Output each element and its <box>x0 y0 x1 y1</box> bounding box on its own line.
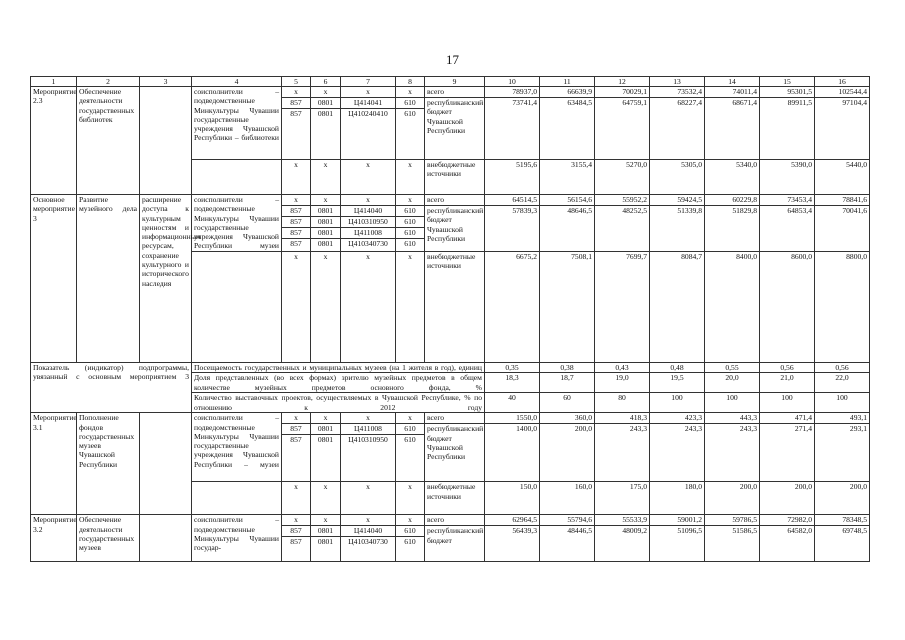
kbk-type: x <box>396 413 425 424</box>
kbk-grbs: 857 <box>282 109 311 160</box>
kbk-target: x <box>341 482 396 515</box>
measure-title: Пополнение фондов государственных музеев Чувашской Республики <box>77 413 140 515</box>
funding-source: республиканский бюджет Чувашской Республики <box>425 424 485 482</box>
amount-cell: 78841,6 <box>815 195 870 206</box>
amount-cell: 70041,6 <box>815 206 870 252</box>
table-row <box>31 413 870 424</box>
page-number: 17 <box>446 52 459 67</box>
column-header: 13 <box>650 77 705 87</box>
kbk-target: Ц410340730 <box>341 239 396 252</box>
indicator-value: 19,0 <box>595 373 650 393</box>
kbk-section: x <box>311 413 341 424</box>
kbk-target: x <box>341 413 396 424</box>
amount-cell: 56154,6 <box>540 195 595 206</box>
measure-title: Развитие музейного дела <box>77 195 140 363</box>
kbk-section: x <box>311 515 341 526</box>
funding-source: республиканский бюджет <box>425 526 485 562</box>
kbk-grbs: 857 <box>282 526 311 537</box>
amount-cell: 73741,4 <box>485 98 540 160</box>
indicator-value: 22,0 <box>815 373 870 393</box>
funding-source: всего <box>425 195 485 206</box>
kbk-target: x <box>341 160 396 195</box>
kbk-section: x <box>311 160 341 195</box>
kbk-grbs: x <box>282 252 311 363</box>
kbk-type: 610 <box>396 435 425 482</box>
kbk-section: 0801 <box>311 109 341 160</box>
amount-cell: 102544,4 <box>815 87 870 98</box>
kbk-target: x <box>341 87 396 98</box>
amount-cell: 5305,0 <box>650 160 705 195</box>
kbk-section: x <box>311 252 341 363</box>
amount-cell: 243,3 <box>595 424 650 482</box>
kbk-type: x <box>396 195 425 206</box>
amount-cell: 175,0 <box>595 482 650 515</box>
measure-name: Основное мероприятие 3 <box>31 195 77 363</box>
amount-cell: 55952,2 <box>595 195 650 206</box>
kbk-section: 0801 <box>311 228 341 239</box>
kbk-grbs: x <box>282 515 311 526</box>
amount-cell: 51096,5 <box>650 526 705 562</box>
amount-cell: 443,3 <box>705 413 760 424</box>
kbk-grbs: 857 <box>282 424 311 435</box>
funding-source: всего <box>425 515 485 526</box>
kbk-grbs: 857 <box>282 239 311 252</box>
amount-cell: 8600,0 <box>760 252 815 363</box>
amount-cell: 73453,4 <box>760 195 815 206</box>
column-header: 12 <box>595 77 650 87</box>
indicator-value: 100 <box>760 393 815 413</box>
amount-cell: 64853,4 <box>760 206 815 252</box>
executors-cell-tail <box>192 482 282 515</box>
kbk-section: x <box>311 482 341 515</box>
kbk-grbs: x <box>282 160 311 195</box>
kbk-grbs: 857 <box>282 228 311 239</box>
indicator-value: 40 <box>485 393 540 413</box>
amount-cell: 70029,1 <box>595 87 650 98</box>
measure-title: Обеспечение деятельности государственных библиотек <box>77 87 140 195</box>
amount-cell: 48252,5 <box>595 206 650 252</box>
amount-cell: 57839,3 <box>485 206 540 252</box>
indicator-value: 100 <box>705 393 760 413</box>
indicator-value: 0,56 <box>760 363 815 373</box>
amount-cell: 51586,5 <box>705 526 760 562</box>
indicator-value: 100 <box>650 393 705 413</box>
amount-cell: 180,0 <box>650 482 705 515</box>
kbk-target: Ц414040 <box>341 526 396 537</box>
amount-cell: 5195,6 <box>485 160 540 195</box>
kbk-section: 0801 <box>311 435 341 482</box>
amount-cell: 51829,8 <box>705 206 760 252</box>
amount-cell: 51339,8 <box>650 206 705 252</box>
kbk-type: 610 <box>396 228 425 239</box>
kbk-target: Ц410240410 <box>341 109 396 160</box>
kbk-type: 610 <box>396 537 425 562</box>
amount-cell: 48009,2 <box>595 526 650 562</box>
measure-goal <box>140 515 192 562</box>
kbk-section: 0801 <box>311 526 341 537</box>
kbk-type: 610 <box>396 424 425 435</box>
amount-cell: 55794,6 <box>540 515 595 526</box>
kbk-target: Ц410310950 <box>341 435 396 482</box>
amount-cell: 64514,5 <box>485 195 540 206</box>
measure-name: Мероприятие 2.3 <box>31 87 77 195</box>
amount-cell: 423,3 <box>650 413 705 424</box>
funding-source: внебюджетные источники <box>425 160 485 195</box>
indicator-value: 100 <box>815 393 870 413</box>
column-header: 16 <box>815 77 870 87</box>
amount-cell: 78348,5 <box>815 515 870 526</box>
executors-cell: соисполнители – подведомственные Минкультуры Чувашии государственные учреждения Чувашской Республики – музеи <box>192 413 282 482</box>
column-header: 7 <box>341 77 396 87</box>
amount-cell: 64759,1 <box>595 98 650 160</box>
kbk-type: x <box>396 252 425 363</box>
column-header: 11 <box>540 77 595 87</box>
kbk-grbs: 857 <box>282 217 311 228</box>
indicator-value: 19,5 <box>650 373 705 393</box>
kbk-target: x <box>341 252 396 363</box>
kbk-target: Ц414041 <box>341 98 396 109</box>
kbk-section: 0801 <box>311 217 341 228</box>
kbk-type: x <box>396 87 425 98</box>
indicator-value: 0,48 <box>650 363 705 373</box>
indicator-row <box>31 363 870 373</box>
amount-cell: 89911,5 <box>760 98 815 160</box>
amount-cell: 68671,4 <box>705 98 760 160</box>
indicator-value: 0,38 <box>540 363 595 373</box>
column-header: 8 <box>396 77 425 87</box>
amount-cell: 97104,4 <box>815 98 870 160</box>
column-header: 6 <box>311 77 341 87</box>
kbk-target: Ц411008 <box>341 424 396 435</box>
kbk-target: x <box>341 195 396 206</box>
measure-goal <box>140 413 192 515</box>
table-row <box>31 515 870 526</box>
column-header: 3 <box>140 77 192 87</box>
amount-cell: 3155,4 <box>540 160 595 195</box>
indicator-value: 18,3 <box>485 373 540 393</box>
amount-cell: 62964,5 <box>485 515 540 526</box>
amount-cell: 63484,5 <box>540 98 595 160</box>
indicator-value: 60 <box>540 393 595 413</box>
kbk-section: 0801 <box>311 537 341 562</box>
column-header: 14 <box>705 77 760 87</box>
indicator-value: 21,0 <box>760 373 815 393</box>
indicator-value: 20,0 <box>705 373 760 393</box>
amount-cell: 73532,4 <box>650 87 705 98</box>
amount-cell: 74011,4 <box>705 87 760 98</box>
indicator-text: Количество выставочных проектов, осуществляемых в Чувашской Республике, % по отношению к 2012 году <box>192 393 485 413</box>
executors-cell: соисполнители – подведомственные Минкультуры Чувашии государственные учреждения Чувашской Республики – библиотеки <box>192 87 282 160</box>
kbk-grbs: x <box>282 87 311 98</box>
amount-cell: 59001,2 <box>650 515 705 526</box>
amount-cell: 59786,5 <box>705 515 760 526</box>
amount-cell: 5390,0 <box>760 160 815 195</box>
amount-cell: 7699,7 <box>595 252 650 363</box>
kbk-target: Ц411008 <box>341 228 396 239</box>
kbk-type: 610 <box>396 206 425 217</box>
executors-cell-tail <box>192 160 282 195</box>
kbk-section: 0801 <box>311 424 341 435</box>
amount-cell: 360,0 <box>540 413 595 424</box>
table-row <box>31 87 870 98</box>
amount-cell: 200,0 <box>760 482 815 515</box>
amount-cell: 200,0 <box>705 482 760 515</box>
amount-cell: 66639,9 <box>540 87 595 98</box>
kbk-type: 610 <box>396 239 425 252</box>
amount-cell: 5440,0 <box>815 160 870 195</box>
column-header: 9 <box>425 77 485 87</box>
kbk-target: Ц410310950 <box>341 217 396 228</box>
amount-cell: 60229,8 <box>705 195 760 206</box>
amount-cell: 55533,9 <box>595 515 650 526</box>
amount-cell: 1400,0 <box>485 424 540 482</box>
amount-cell: 8084,7 <box>650 252 705 363</box>
kbk-section: 0801 <box>311 98 341 109</box>
amount-cell: 95301,5 <box>760 87 815 98</box>
column-header: 15 <box>760 77 815 87</box>
amount-cell: 69748,5 <box>815 526 870 562</box>
kbk-type: x <box>396 515 425 526</box>
budget-table <box>30 76 870 562</box>
amount-cell: 6675,2 <box>485 252 540 363</box>
indicator-value: 0,55 <box>705 363 760 373</box>
executors-cell: соисполнители – подведомственные Минкультуры Чувашии государ- <box>192 515 282 562</box>
amount-cell: 200,0 <box>815 482 870 515</box>
funding-source: республиканский бюджет Чувашской Республики <box>425 98 485 160</box>
amount-cell: 72982,0 <box>760 515 815 526</box>
indicator-value: 0,35 <box>485 363 540 373</box>
indicator-value: 0,43 <box>595 363 650 373</box>
amount-cell: 78937,0 <box>485 87 540 98</box>
kbk-grbs: x <box>282 413 311 424</box>
kbk-target: Ц410340730 <box>341 537 396 562</box>
kbk-target: Ц414040 <box>341 206 396 217</box>
amount-cell: 293,1 <box>815 424 870 482</box>
amount-cell: 8400,0 <box>705 252 760 363</box>
kbk-grbs: 857 <box>282 435 311 482</box>
column-header: 2 <box>77 77 140 87</box>
header-row <box>31 77 870 87</box>
amount-cell: 48446,5 <box>540 526 595 562</box>
amount-cell: 160,0 <box>540 482 595 515</box>
amount-cell: 471,4 <box>760 413 815 424</box>
amount-cell: 59424,5 <box>650 195 705 206</box>
amount-cell: 150,0 <box>485 482 540 515</box>
amount-cell: 68227,4 <box>650 98 705 160</box>
measure-title: Обеспечение деятельности государственных музеев <box>77 515 140 562</box>
indicator-label: Показатель (индикатор) подпрограммы, увязанный с основным мероприятием 3 <box>31 363 192 413</box>
kbk-section: x <box>311 87 341 98</box>
kbk-section: x <box>311 195 341 206</box>
indicator-text: Посещаемость государственных и муниципальных музеев (на 1 жителя в год), единиц <box>192 363 485 373</box>
amount-cell: 1550,0 <box>485 413 540 424</box>
kbk-type: 610 <box>396 526 425 537</box>
amount-cell: 56439,3 <box>485 526 540 562</box>
column-header: 4 <box>192 77 282 87</box>
measure-goal: расширение доступа к культурным ценностям и информационным ресурсам, сохранение культурного и исторического наследия <box>140 195 192 363</box>
funding-source: всего <box>425 413 485 424</box>
column-header: 1 <box>31 77 77 87</box>
kbk-grbs: 857 <box>282 537 311 562</box>
column-header: 5 <box>282 77 311 87</box>
funding-source: всего <box>425 87 485 98</box>
kbk-target: x <box>341 515 396 526</box>
funding-source: республиканский бюджет Чувашской Республики <box>425 206 485 252</box>
measure-goal <box>140 87 192 195</box>
kbk-grbs: x <box>282 195 311 206</box>
funding-source: внебюджетные источники <box>425 482 485 515</box>
kbk-type: x <box>396 160 425 195</box>
amount-cell: 5270,0 <box>595 160 650 195</box>
amount-cell: 243,3 <box>650 424 705 482</box>
kbk-type: 610 <box>396 109 425 160</box>
column-header: 10 <box>485 77 540 87</box>
executors-cell-tail <box>192 252 282 363</box>
amount-cell: 48646,5 <box>540 206 595 252</box>
kbk-grbs: 857 <box>282 98 311 109</box>
amount-cell: 64582,0 <box>760 526 815 562</box>
kbk-grbs: x <box>282 482 311 515</box>
amount-cell: 418,3 <box>595 413 650 424</box>
executors-cell: соисполнители – подведомственные Минкультуры Чувашии государственные учреждения Чувашской Республики музеи <box>192 195 282 252</box>
kbk-type: 610 <box>396 217 425 228</box>
kbk-type: x <box>396 482 425 515</box>
measure-name: Мероприятие 3.1 <box>31 413 77 515</box>
amount-cell: 200,0 <box>540 424 595 482</box>
amount-cell: 7508,1 <box>540 252 595 363</box>
kbk-type: 610 <box>396 98 425 109</box>
amount-cell: 271,4 <box>760 424 815 482</box>
indicator-value: 0,56 <box>815 363 870 373</box>
measure-name: Мероприятие 3.2 <box>31 515 77 562</box>
funding-source: внебюджетные источники <box>425 252 485 363</box>
indicator-value: 18,7 <box>540 373 595 393</box>
kbk-grbs: 857 <box>282 206 311 217</box>
table-row <box>31 195 870 206</box>
kbk-section: 0801 <box>311 239 341 252</box>
amount-cell: 243,3 <box>705 424 760 482</box>
amount-cell: 8800,0 <box>815 252 870 363</box>
kbk-section: 0801 <box>311 206 341 217</box>
indicator-value: 80 <box>595 393 650 413</box>
amount-cell: 5340,0 <box>705 160 760 195</box>
indicator-text: Доля представленных (во всех формах) зрителю музейных предметов в общем количестве музейных предметов основного фонда, % <box>192 373 485 393</box>
amount-cell: 493,1 <box>815 413 870 424</box>
